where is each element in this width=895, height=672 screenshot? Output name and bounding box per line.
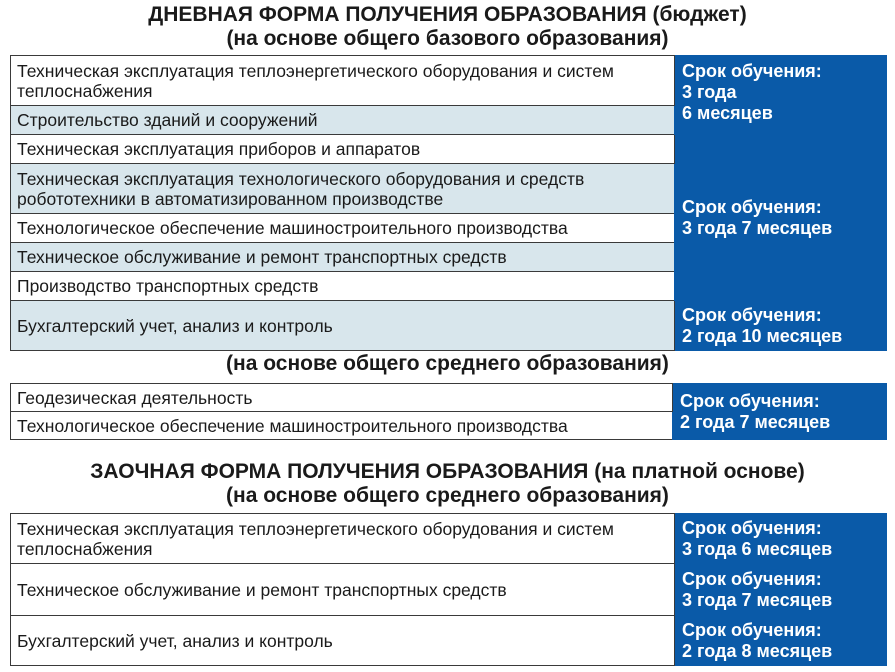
program-row: Техническая эксплуатация приборов и аппаратов: [11, 135, 675, 164]
duration-value: 2 года 7 месяцев: [680, 411, 831, 432]
section1-title-note: (бюджет): [652, 3, 747, 26]
duration-cell: [675, 616, 887, 666]
duration-cell: [673, 384, 887, 440]
duration-label: Срок обучения:: [682, 304, 822, 325]
duration-cell: [675, 56, 887, 135]
duration-value: 2 года 10 месяцев: [682, 325, 843, 346]
section3-subtitle: (на основе общего среднего образования): [226, 484, 669, 507]
program-row: Строительство зданий и сооружений: [11, 106, 675, 135]
duration-value: 3 года 7 месяцев: [682, 589, 833, 610]
program-row: Бухгалтерский учет, анализ и контроль: [11, 616, 675, 666]
section1-title: [0, 3, 895, 27]
duration-label: Срок обучения:: [682, 196, 822, 217]
program-row: Бухгалтерский учет, анализ и контроль: [11, 301, 675, 351]
duration-cell: [675, 301, 887, 351]
program-row: Производство транспортных средств: [11, 272, 675, 301]
duration-label: Срок обучения:: [682, 568, 822, 589]
section1-table: [10, 55, 887, 351]
program-row: Техническая эксплуатация теплоэнергетического оборудования и систем теплоснабжения: [11, 514, 675, 564]
duration-cell: [675, 564, 887, 616]
program-row: Технологическое обеспечение машиностроительного производства: [11, 214, 675, 243]
section3-title: [0, 460, 895, 484]
section2-subtitle: (на основе общего среднего образования): [226, 352, 669, 375]
program-row: Геодезическая деятельность: [11, 384, 673, 412]
section2-table: [10, 383, 887, 440]
duration-value: 2 года 8 месяцев: [682, 640, 833, 661]
duration-cell: [675, 135, 887, 301]
duration-label: Срок обучения:: [682, 619, 822, 640]
duration-cell: [675, 514, 887, 564]
section1-title-main: ДНЕВНАЯ ФОРМА ПОЛУЧЕНИЯ ОБРАЗОВАНИЯ: [148, 3, 647, 26]
program-row: Техническое обслуживание и ремонт транспортных средств: [11, 243, 675, 272]
section3-table: [10, 513, 887, 666]
section1-subtitle: (на основе общего базового образования): [226, 27, 669, 50]
program-row: Техническое обслуживание и ремонт транспортных средств: [11, 564, 675, 616]
duration-value: 3 года: [682, 82, 737, 102]
duration-value: 3 года 6 месяцев: [682, 538, 833, 559]
program-row: Техническая эксплуатация теплоэнергетического оборудования и систем теплоснабжения: [11, 56, 675, 106]
program-row: Технологическое обеспечение машиностроительного производства: [11, 412, 673, 440]
section3-title-main: ЗАОЧНАЯ ФОРМА ПОЛУЧЕНИЯ ОБРАЗОВАНИЯ: [90, 460, 589, 483]
duration-label: Срок обучения:: [682, 61, 822, 81]
program-row: Техническая эксплуатация технологического оборудования и средств робототехники в автоматизированном производстве: [11, 164, 675, 214]
duration-value: 6 месяцев: [682, 103, 773, 123]
duration-label: Срок обучения:: [680, 390, 820, 411]
duration-value: 3 года 7 месяцев: [682, 217, 833, 238]
section3-title-note: (на платной основе): [594, 460, 805, 483]
duration-label: Срок обучения:: [682, 517, 822, 538]
